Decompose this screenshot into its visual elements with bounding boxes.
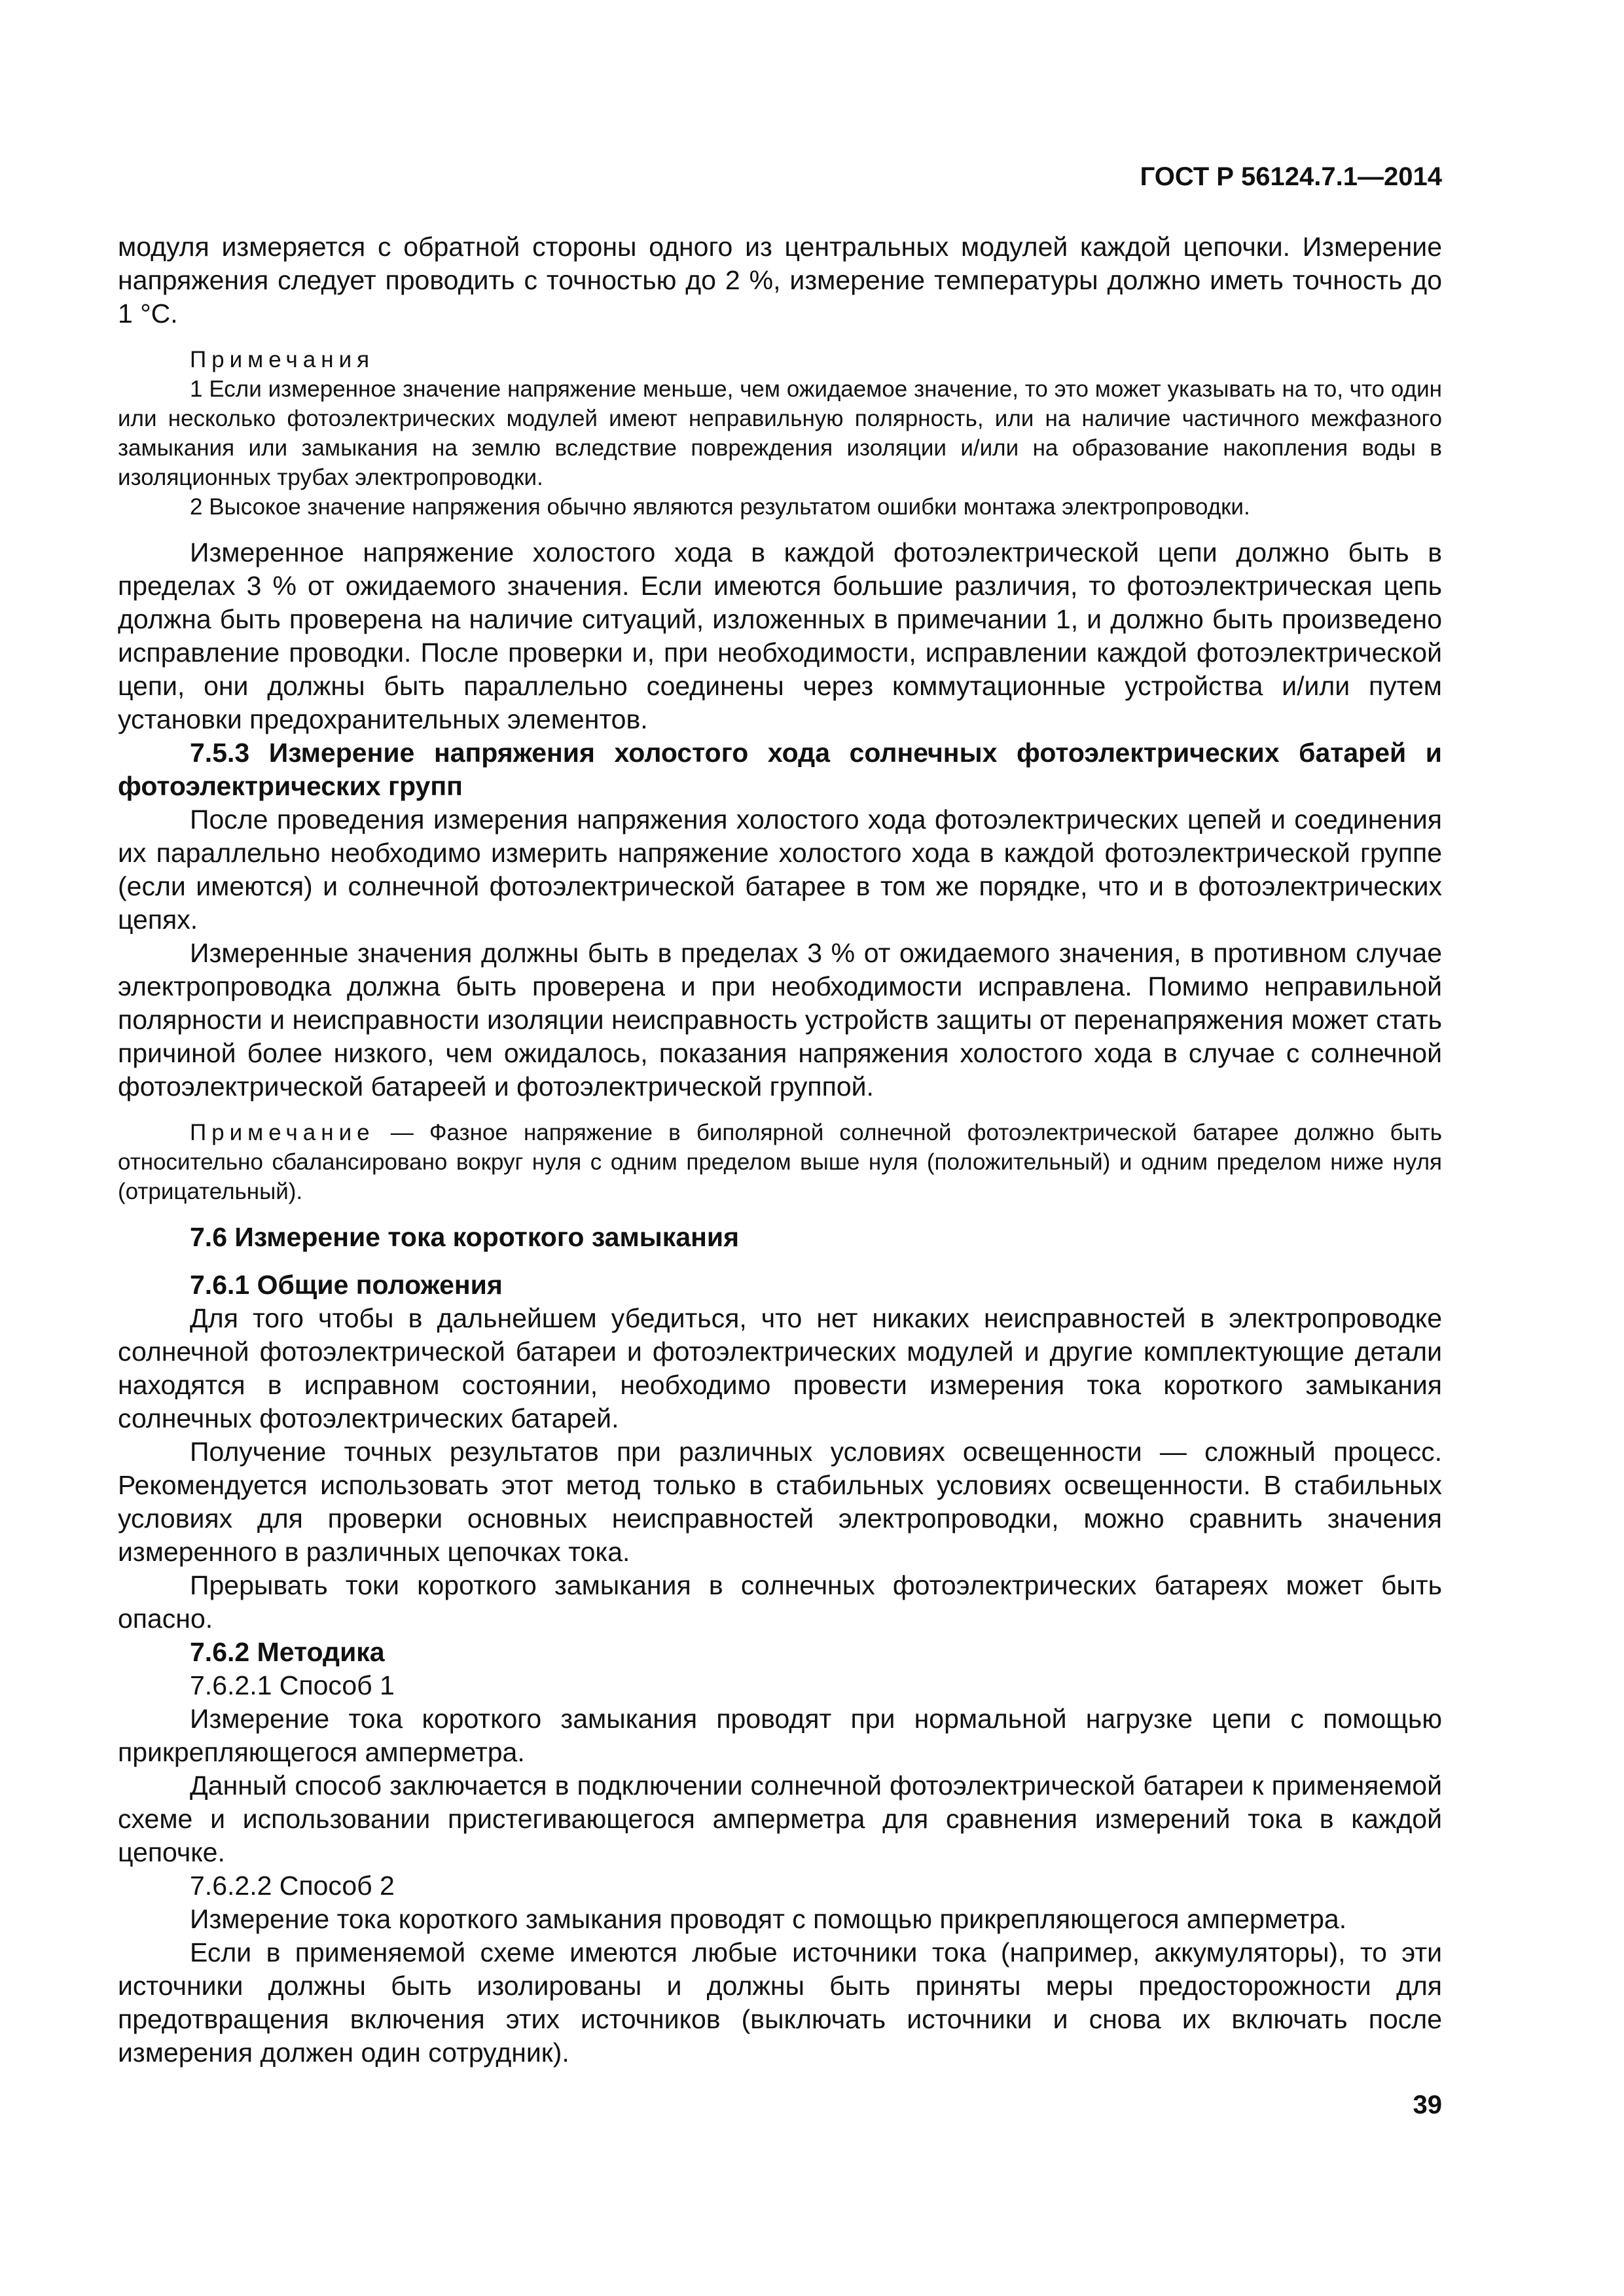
- paragraph-7-6-1-b: Получение точных результатов при различных условиях освещенности — сложный процесс. Рекомендуется использовать этот метод только в стабильных условиях освещенности. В стабильных условиях для проверки основных неисправностей электропроводки, можно сравнить значения измеренного в различных цепочках тока.: [118, 1437, 1442, 1567]
- paragraph-7-6-1-a: Для того чтобы в дальнейшем убедиться, что нет никаких неисправностей в электропроводке солнечной фотоэлектрической батареи и фотоэлектрических модулей и другие комплектующие детали находятся в исправном состоянии, необходимо провести измерения тока короткого замыкания солнечных фотоэлектрических батарей.: [118, 1303, 1442, 1433]
- standard-number: ГОСТ Р 56124.7.1—2014: [1140, 162, 1442, 191]
- heading-7-6-2: 7.6.2 Методика: [190, 1637, 385, 1667]
- note-single-text: — Фазное напряжение в биполярной солнечной фотоэлектрической батарее должно быть относительно сбалансировано вокруг нуля с одним пределом выше нуля (положительный) и одним пределом ниже нуля (отрицательный).: [118, 1120, 1442, 1204]
- paragraph-7-6-1-c: Прерывать токи короткого замыкания в солнечных фотоэлектрических батареях может быть опасно.: [118, 1570, 1442, 1634]
- subheading-7-6-2-2: 7.6.2.2 Способ 2: [190, 1871, 395, 1901]
- note-1: 1 Если измеренное значение напряжение меньше, чем ожидаемое значение, то это может указывать на то, что один или несколько фотоэлектрических модулей имеют неправильную полярность, или на наличие частичного межфазного замыкания или замыкания на землю вследствие повреждения изоляции и/или на образование накопления воды в изоляционных трубах электропроводки.: [118, 376, 1442, 490]
- page-number: 39: [1413, 2090, 1442, 2119]
- note-2: 2 Высокое значение напряжения обычно являются результатом ошибки монтажа электропроводки.: [190, 494, 1250, 520]
- note-single: [118, 1118, 1442, 1206]
- paragraph-7-6-2-1-b: Данный способ заключается в подключении солнечной фотоэлектрической батареи к применяемой схеме и использовании пристегивающегося амперметра для сравнения измерений тока в каждой цепочке.: [118, 1770, 1442, 1867]
- subheading-7-6-2-1: 7.6.2.1 Способ 1: [190, 1670, 395, 1700]
- paragraph-open-circuit: Измеренное напряжение холостого хода в каждой фотоэлектрической цепи должно быть в пределах 3 % от ожидаемого значения. Если имеются большие различия, то фотоэлектрическая цепь должна быть проверена на наличие ситуаций, изложенных в примечании 1, и должно быть произведено исправление проводки. После проверки и, при необходимости, исправлении каждой фотоэлектрической цепи, они должны быть параллельно соединены через коммутационные устройства и/или путем установки предохранительных элементов.: [118, 537, 1442, 734]
- heading-7-6-1: 7.6.1 Общие положения: [190, 1270, 503, 1300]
- note-single-title: Примечание: [190, 1120, 375, 1145]
- heading-7-5-3: 7.5.3 Измерение напряжения холостого хода солнечных фотоэлектрических батарей и фотоэлектрических групп: [118, 738, 1442, 801]
- paragraph-7-5-3-b: Измеренные значения должны быть в пределах 3 % от ожидаемого значения, в противном случае электропроводка должна быть проверена и при необходимости исправлена. Помимо неправильной полярности и неисправности изоляции неисправность устройств защиты от перенапряжения может стать причиной более низкого, чем ожидалось, показания напряжения холостого хода в случае с солнечной фотоэлектрической батареей и фотоэлектрической группой.: [118, 938, 1442, 1102]
- notes-title: Примечания: [190, 347, 375, 372]
- paragraph-7-6-2-2-b: Если в применяемой схеме имеются любые источники тока (например, аккумуляторы), то эти источники должны быть изолированы и должны быть приняты меры предосторожности для предотвращения включения этих источников (выключать источники и снова их включать после измерения должен один сотрудник).: [118, 1937, 1442, 2068]
- page-content: [118, 230, 1442, 2070]
- paragraph-continuation: модуля измеряется с обратной стороны одного из центральных модулей каждой цепочки. Измерение напряжения следует проводить с точностью до 2 %, измерение температуры должно иметь точность до 1 °С.: [118, 232, 1442, 329]
- paragraph-7-6-2-2-a: Измерение тока короткого замыкания проводят с помощью прикрепляющегося амперметра.: [190, 1904, 1347, 1934]
- paragraph-7-6-2-1-a: Измерение тока короткого замыкания проводят при нормальной нагрузке цепи с помощью прикрепляющегося амперметра.: [118, 1704, 1442, 1767]
- heading-7-6: 7.6 Измерение тока короткого замыкания: [190, 1222, 740, 1252]
- paragraph-7-5-3-a: После проведения измерения напряжения холостого хода фотоэлектрических цепей и соединения их параллельно необходимо измерить напряжение холостого хода в каждой фотоэлектрической группе (если имеются) и солнечной фотоэлектрической батарее в том же порядке, что и в фотоэлектрических цепях.: [118, 804, 1442, 935]
